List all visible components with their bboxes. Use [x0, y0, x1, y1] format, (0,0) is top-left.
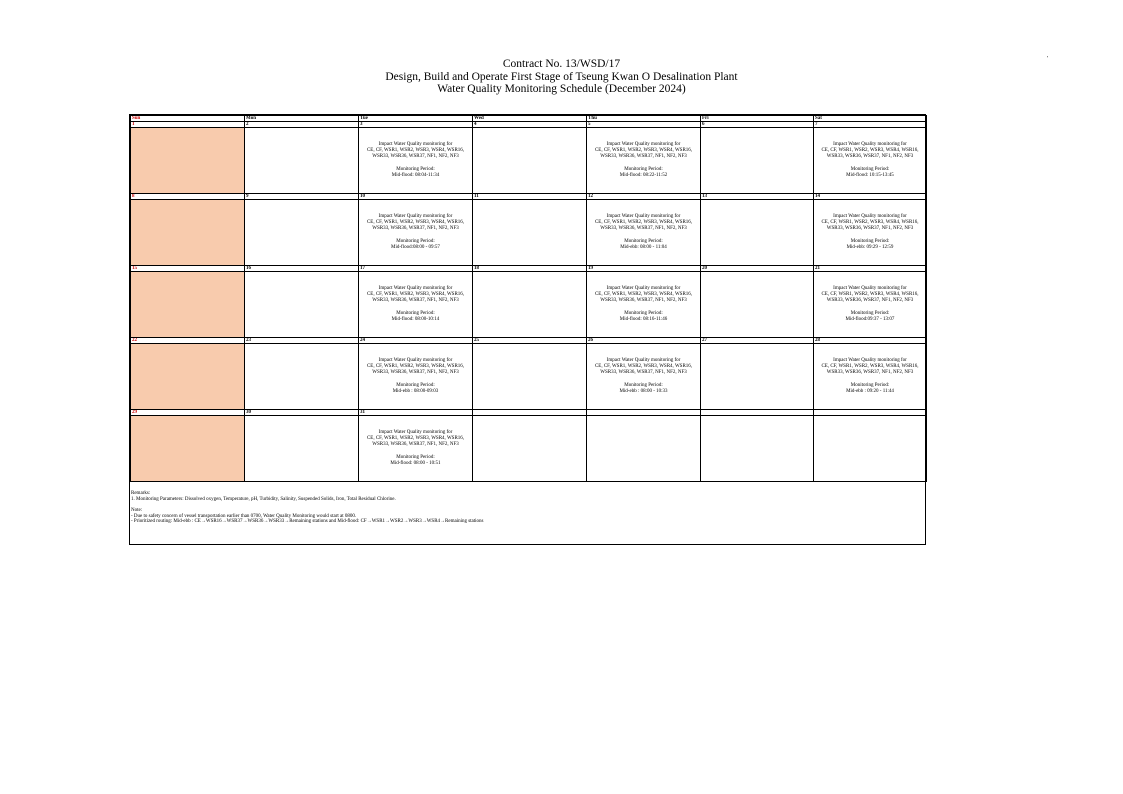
entry-heading: Impact Water Quality monitoring for [378, 358, 453, 363]
entry-heading: Impact Water Quality monitoring for [606, 358, 681, 363]
entry-stations-line1: CE, CF, WSR1, WSR2, WSR3, WSR4, WSR16, [366, 436, 465, 441]
monitoring-entry [587, 344, 700, 395]
entry-heading: Impact Water Quality monitoring for [833, 214, 907, 219]
entry-stations-line2: WSR33, WSR36, WSR37, NF1, NF2, NF3 [600, 154, 687, 159]
entry-period: Mid-ebb : 08:00 - 10:33 [619, 389, 668, 394]
entry-period-label: Monitoring Period: [396, 167, 435, 172]
monitoring-entry [359, 272, 472, 323]
date-number: 18 [473, 266, 587, 272]
day-cell [701, 128, 814, 194]
date-number: 8 [131, 194, 245, 200]
monitoring-entry [587, 128, 700, 179]
entry-heading: Impact Water Quality monitoring for [833, 358, 907, 363]
entry-heading: Impact Water Quality monitoring for [378, 286, 453, 291]
day-cell [587, 128, 701, 194]
entry-period: Mid-flood: 08:00-10:14 [391, 317, 440, 322]
date-number: 5 [587, 122, 701, 128]
entry-stations-line1: CE, CF, WSR1, WSR2, WSR3, WSR4, WSR16, [594, 148, 693, 153]
entry-period-label: Monitoring Period: [850, 239, 890, 244]
day-cell [131, 200, 245, 266]
day-header-sat: Sat [814, 116, 927, 122]
entry-stations-line1: CE, CF, WSR1, WSR2, WSR3, WSR4, WSR16, [366, 364, 465, 369]
monitoring-entry [359, 200, 472, 251]
entry-stations-line1: CE, CF, WSR1, WSR2, WSR3, WSR4, WSR16, [821, 292, 919, 297]
day-cell [359, 416, 473, 482]
date-number: 2 [245, 122, 359, 128]
day-cell [131, 416, 245, 482]
date-number: 26 [587, 338, 701, 344]
entry-heading: Impact Water Quality monitoring for [833, 142, 907, 147]
monitoring-entry [359, 128, 472, 179]
day-cell [473, 200, 587, 266]
entry-heading: Impact Water Quality monitoring for [378, 142, 453, 147]
day-cell [701, 416, 814, 482]
document-title [0, 58, 1123, 96]
date-number: 27 [701, 338, 814, 344]
entry-stations-line2: WSR33, WSR36, WSR37, NF1, NF2, NF3 [372, 370, 459, 375]
remarks-parameters: 1. Monitoring Parameters: Dissolved oxygen, Temperature, pH, Turbidity, Salinity, Suspended Solids, Iron, Total Residual Chlorine. [131, 496, 396, 502]
day-header-mon: Mon [245, 116, 359, 122]
title-contract: Contract No. 13/WSD/17 [502, 58, 621, 70]
date-number: 20 [701, 266, 814, 272]
corner-mark: ' [1047, 56, 1049, 62]
date-number: 17 [359, 266, 473, 272]
entry-stations-line2: WSR33, WSR36, WSR37, NF1, NF2, NF3 [372, 442, 459, 447]
date-number: 31 [359, 410, 473, 416]
entry-period-label: Monitoring Period: [396, 383, 435, 388]
entry-stations-line1: CE, CF, WSR1, WSR2, WSR3, WSR4, WSR16, [366, 220, 465, 225]
entry-heading: Impact Water Quality monitoring for [378, 430, 453, 435]
day-cell [701, 344, 814, 410]
day-cell [359, 272, 473, 338]
entry-period-label: Monitoring Period: [624, 383, 663, 388]
day-cell [131, 344, 245, 410]
entry-stations-line1: CE, CF, WSR1, WSR2, WSR3, WSR4, WSR16, [594, 292, 693, 297]
entry-stations-line2: WSR33, WSR36, WSR37, NF1, NF2, NF3 [372, 226, 459, 231]
day-cell [814, 416, 927, 482]
day-cell [701, 200, 814, 266]
entry-period: Mid-ebb: 09:29 - 12:59 [846, 245, 894, 250]
entry-heading: Impact Water Quality monitoring for [378, 214, 453, 219]
entry-stations-line2: WSR33, WSR36, WSR37, NF1, NF2, NF3 [826, 226, 914, 231]
monitoring-entry [814, 272, 926, 323]
entry-period-label: Monitoring Period: [624, 311, 663, 316]
date-number: 14 [814, 194, 927, 200]
date-number: 1 [131, 122, 245, 128]
date-number: 6 [701, 122, 814, 128]
entry-heading: Impact Water Quality monitoring for [606, 286, 681, 291]
note-routing: - Prioritized routing: Mid-ebb : CE→WSR16→WSR37→WSR36→WSR33→Remaining stations and Mid-flood: CF→WSR1→WSR2→WSR3→WSR4→Remaining stations [131, 519, 484, 525]
entry-heading: Impact Water Quality monitoring for [606, 214, 681, 219]
entry-stations-line2: WSR33, WSR36, WSR37, NF1, NF2, NF3 [600, 226, 687, 231]
calendar [129, 114, 926, 545]
day-header-tue: Tue [359, 116, 473, 122]
remarks-section [131, 491, 484, 525]
day-cell [814, 200, 927, 266]
entry-period: Mid-flood: 10:15-13:45 [846, 173, 894, 178]
day-cell [814, 272, 927, 338]
monitoring-entry [587, 272, 700, 323]
entry-period-label: Monitoring Period: [396, 311, 435, 316]
entry-stations-line1: CE, CF, WSR1, WSR2, WSR3, WSR4, WSR16, [821, 364, 919, 369]
date-number: 23 [245, 338, 359, 344]
day-header-thu: Thu [587, 116, 701, 122]
entry-stations-line1: CE, CF, WSR1, WSR2, WSR3, WSR4, WSR16, [594, 220, 693, 225]
entry-period: Mid-flood: 08:00 - 10:51 [390, 461, 441, 466]
monitoring-entry [814, 200, 926, 251]
entry-stations-line2: WSR33, WSR36, WSR37, NF1, NF2, NF3 [600, 298, 687, 303]
entry-period: Mid-ebb: 08:00 - 11:04 [620, 245, 667, 250]
entry-period-label: Monitoring Period: [624, 167, 663, 172]
date-number: 4 [473, 122, 587, 128]
entry-stations-line1: CE, CF, WSR1, WSR2, WSR3, WSR4, WSR16, [594, 364, 693, 369]
date-number: 15 [131, 266, 245, 272]
date-number: 13 [701, 194, 814, 200]
day-cell [473, 416, 587, 482]
date-number: 30 [245, 410, 359, 416]
calendar-grid [130, 115, 927, 482]
remarks-title: Remarks: [131, 491, 151, 496]
day-cell [245, 128, 359, 194]
entry-stations-line1: CE, CF, WSR1, WSR2, WSR3, WSR4, WSR16, [821, 148, 919, 153]
entry-period-label: Monitoring Period: [396, 239, 435, 244]
day-cell [245, 272, 359, 338]
entry-stations-line2: WSR33, WSR36, WSR37, NF1, NF2, NF3 [372, 298, 459, 303]
entry-period: Mid-flood: 08:22-11:52 [619, 173, 668, 178]
day-cell [131, 272, 245, 338]
monitoring-entry [814, 344, 926, 395]
day-cell [814, 344, 927, 410]
entry-stations-line1: CE, CF, WSR1, WSR2, WSR3, WSR4, WSR16, [821, 220, 919, 225]
date-number: 7 [814, 122, 927, 128]
date-number: 25 [473, 338, 587, 344]
day-cell [587, 416, 701, 482]
monitoring-entry [814, 128, 926, 179]
entry-stations-line2: WSR33, WSR36, WSR37, NF1, NF2, NF3 [826, 370, 914, 375]
date-number: 9 [245, 194, 359, 200]
date-number: 3 [359, 122, 473, 128]
date-number: 10 [359, 194, 473, 200]
day-cell [131, 128, 245, 194]
monitoring-entry [359, 344, 472, 395]
date-number: 29 [131, 410, 245, 416]
day-cell [587, 272, 701, 338]
entry-heading: Impact Water Quality monitoring for [833, 286, 907, 291]
note-safety: - Due to safety concern of vessel transportation earlier than 0700, Water Quality Monitoring would start at 0800. [131, 513, 357, 519]
entry-period-label: Monitoring Period: [624, 239, 663, 244]
entry-stations-line1: CE, CF, WSR1, WSR2, WSR3, WSR4, WSR16, [366, 292, 465, 297]
note-title: Note: [131, 508, 143, 514]
entry-period-label: Monitoring Period: [850, 311, 890, 316]
date-number: 28 [814, 338, 927, 344]
day-cell [814, 128, 927, 194]
entry-stations-line2: WSR33, WSR36, WSR37, NF1, NF2, NF3 [826, 154, 914, 159]
date-number: 19 [587, 266, 701, 272]
day-cell [359, 128, 473, 194]
monitoring-entry [359, 416, 472, 467]
day-cell [245, 344, 359, 410]
entry-stations-line2: WSR33, WSR36, WSR37, NF1, NF2, NF3 [600, 370, 687, 375]
entry-period: Mid-flood: 08:04-11:34 [391, 173, 440, 178]
entry-period: Mid-flood: 08:16-11:46 [619, 317, 668, 322]
entry-heading: Impact Water Quality monitoring for [606, 142, 681, 147]
entry-period-label: Monitoring Period: [850, 167, 890, 172]
day-cell [359, 200, 473, 266]
day-header-fri: Fri [701, 116, 814, 122]
date-number: 16 [245, 266, 359, 272]
day-cell [473, 128, 587, 194]
day-header-sun: Sun [131, 116, 245, 122]
entry-period: Mid-flood:09:37 - 13:07 [845, 317, 895, 322]
entry-period: Mid-ebb : 08:00-09:03 [392, 389, 439, 394]
date-number: 24 [359, 338, 473, 344]
entry-stations-line1: CE, CF, WSR1, WSR2, WSR3, WSR4, WSR16, [366, 148, 465, 153]
date-number: 11 [473, 194, 587, 200]
entry-stations-line2: WSR33, WSR36, WSR37, NF1, NF2, NF3 [372, 154, 459, 159]
date-number: 22 [131, 338, 245, 344]
day-cell [473, 272, 587, 338]
day-cell [701, 272, 814, 338]
entry-stations-line2: WSR33, WSR36, WSR37, NF1, NF2, NF3 [826, 298, 914, 303]
date-number: 12 [587, 194, 701, 200]
title-schedule: Water Quality Monitoring Schedule (December 2024) [437, 83, 686, 95]
entry-period-label: Monitoring Period: [850, 383, 890, 388]
day-cell [359, 344, 473, 410]
entry-period: Mid-ebb : 09:20 - 11:44 [846, 389, 894, 394]
day-cell [587, 344, 701, 410]
day-header-wed: Wed [473, 116, 587, 122]
day-cell [587, 200, 701, 266]
entry-period: Mid-flood:08:00 - 09:57 [391, 245, 440, 250]
day-cell [245, 200, 359, 266]
date-number: 21 [814, 266, 927, 272]
title-project: Design, Build and Operate First Stage of Tseung Kwan O Desalination Plant [385, 70, 738, 83]
entry-period-label: Monitoring Period: [396, 455, 435, 460]
day-cell [473, 344, 587, 410]
day-cell [245, 416, 359, 482]
monitoring-entry [587, 200, 700, 251]
